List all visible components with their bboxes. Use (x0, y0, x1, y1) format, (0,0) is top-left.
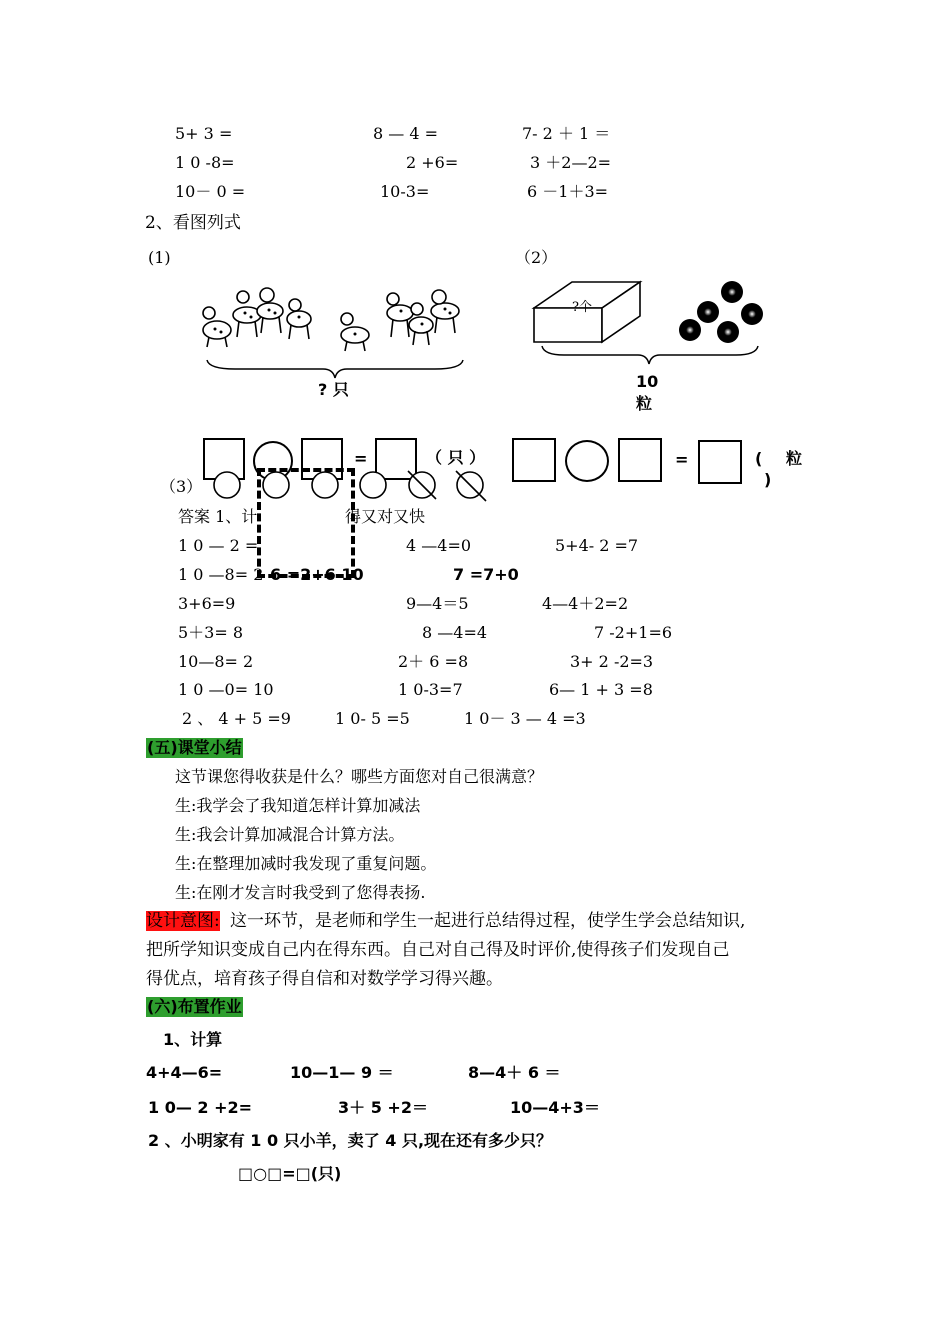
eq2-unit-word: 粒 (786, 449, 803, 468)
answer-r4-c2: 8 —4=4 (422, 623, 488, 642)
answer-r4-c1: 5＋3= 8 (178, 623, 244, 642)
calc-row2-col1: 1 0 -8= (175, 153, 235, 172)
answer-r6-c3: 6— 1 + 3 =8 (549, 680, 653, 699)
calc-row3-col2: 10-3= (380, 182, 430, 201)
calc-row2-col3: 3 ＋2—2= (530, 153, 612, 172)
problem3-label: （3） (160, 477, 203, 496)
answer-r7-c3: 1 0－ 3 — 4 =3 (464, 709, 586, 728)
answer-r2-c2: 6 =2+6 10 (270, 565, 364, 584)
design-intent-line-1: 这一环节，是老师和学生一起进行总结得过程，使学生学会总结知识, (230, 911, 746, 931)
section6-heading: (六)布置作业 (147, 997, 242, 1016)
candy-box-label: ?个 (572, 300, 592, 315)
eq2-equals: = (675, 450, 689, 469)
calc-row1-col2: 8 — 4 = (373, 124, 439, 143)
answer-r7-c1: 2 、 4 + 5 =9 (182, 709, 291, 728)
circles-row (210, 469, 500, 503)
answer-r5-c3: 3+ 2 -2=3 (570, 652, 654, 671)
hw-r2-c1: 1 0— 2 +2= (148, 1098, 253, 1117)
eq2-operator-circle[interactable] (565, 440, 609, 482)
answer-r3-c1: 3+6=9 (178, 594, 236, 613)
calc-row2-col2: 2 +6= (406, 153, 459, 172)
eq1-unit: （ 只 ） (426, 448, 486, 467)
dashed-overlay-box (257, 468, 355, 578)
answer-r6-c2: 1 0-3=7 (398, 680, 463, 699)
answer-r2-c1: 1 0 —8= 2 (178, 565, 264, 584)
hw-r2-c2: 3＋ 5 +2＝ (338, 1098, 428, 1117)
hw-r2-c3: 10—4+3＝ (510, 1098, 600, 1117)
answer-r1-c1: 1 0 — 2 = (178, 536, 259, 555)
hw-question-2-equation: □○□=□(只) (238, 1164, 342, 1183)
summary-line-5: 生:在刚才发言时我受到了您得表扬. (175, 883, 426, 902)
summary-line-4: 生:在整理加减时我发现了重复问题。 (175, 854, 437, 873)
answer-r3-c3: 4—4＋2=2 (542, 594, 629, 613)
answer-title-a: 答案 1、计 (178, 507, 258, 526)
candy-dots (676, 278, 766, 348)
section2-title: 2、看图列式 (145, 213, 241, 233)
answer-r6-c1: 1 0 —0= 10 (178, 680, 274, 699)
problem1-label: (1) (148, 248, 171, 267)
eq2-box-1[interactable] (512, 438, 556, 482)
eq2-unit-open: ( (755, 449, 763, 468)
answer-r1-c3: 5+4- 2 =7 (555, 536, 639, 555)
candy-caption-number: 10 (636, 372, 659, 391)
answer-r5-c2: 2＋ 6 =8 (398, 652, 469, 671)
calc-row1-col3: 7- 2 ＋ 1 ＝ (522, 124, 611, 143)
section5-heading: (五)课堂小结 (147, 738, 242, 757)
calc-row3-col1: 10－ 0 = (175, 182, 246, 201)
brace-candy (540, 344, 760, 366)
summary-line-3: 生:我会计算加减混合计算方法。 (175, 825, 405, 844)
design-intent-line-3: 得优点，培育孩子得自信和对数学学习得兴趣。 (146, 969, 503, 989)
calc-row3-col3: 6 －1＋3= (527, 182, 609, 201)
deer-illustration (195, 285, 475, 360)
eq2-unit-close: ) (764, 470, 772, 489)
candy-caption-unit: 粒 (636, 394, 653, 413)
hw-question-2: 2 、小明家有 1 0 只小羊，卖了 4 只,现在还有多少只？ (148, 1131, 553, 1150)
problem2-label: （2） (515, 248, 558, 267)
homework-title: 1、计算 (163, 1030, 223, 1049)
summary-line-2: 生:我学会了我知道怎样计算加减法 (175, 796, 421, 815)
hw-r1-c3: 8—4＋ 6 ＝ (468, 1063, 561, 1082)
design-intent-line-2: 把所学知识变成自己内在得东西。自己对自己得及时评价,使得孩子们发现自己 (146, 940, 730, 960)
design-intent-label: 设计意图: (146, 911, 220, 931)
answer-r5-c1: 10—8= 2 (178, 652, 254, 671)
eq2-box-result[interactable] (698, 440, 742, 484)
eq1-equals: = (354, 449, 368, 468)
hw-r1-c2: 10—1— 9 ＝ (290, 1063, 394, 1082)
answer-r7-c2: 1 0- 5 =5 (335, 709, 410, 728)
summary-line-1: 这节课您得收获是什么？哪些方面您对自己很满意？ (175, 767, 544, 786)
answer-r3-c2: 9—4＝5 (406, 594, 469, 613)
answer-r4-c3: 7 -2+1=6 (594, 623, 673, 642)
hw-r1-c1: 4+4—6= (146, 1063, 223, 1082)
calc-row1-col1: 5+ 3 = (175, 124, 233, 143)
brace-deer (205, 358, 465, 380)
deer-caption: ? 只 (318, 380, 349, 399)
answer-title-b: 得又对又快 (345, 507, 426, 526)
answer-r2-c3: 7 =7+0 (453, 565, 519, 584)
eq2-box-2[interactable] (618, 438, 662, 482)
answer-r1-c2: 4 —4=0 (406, 536, 472, 555)
